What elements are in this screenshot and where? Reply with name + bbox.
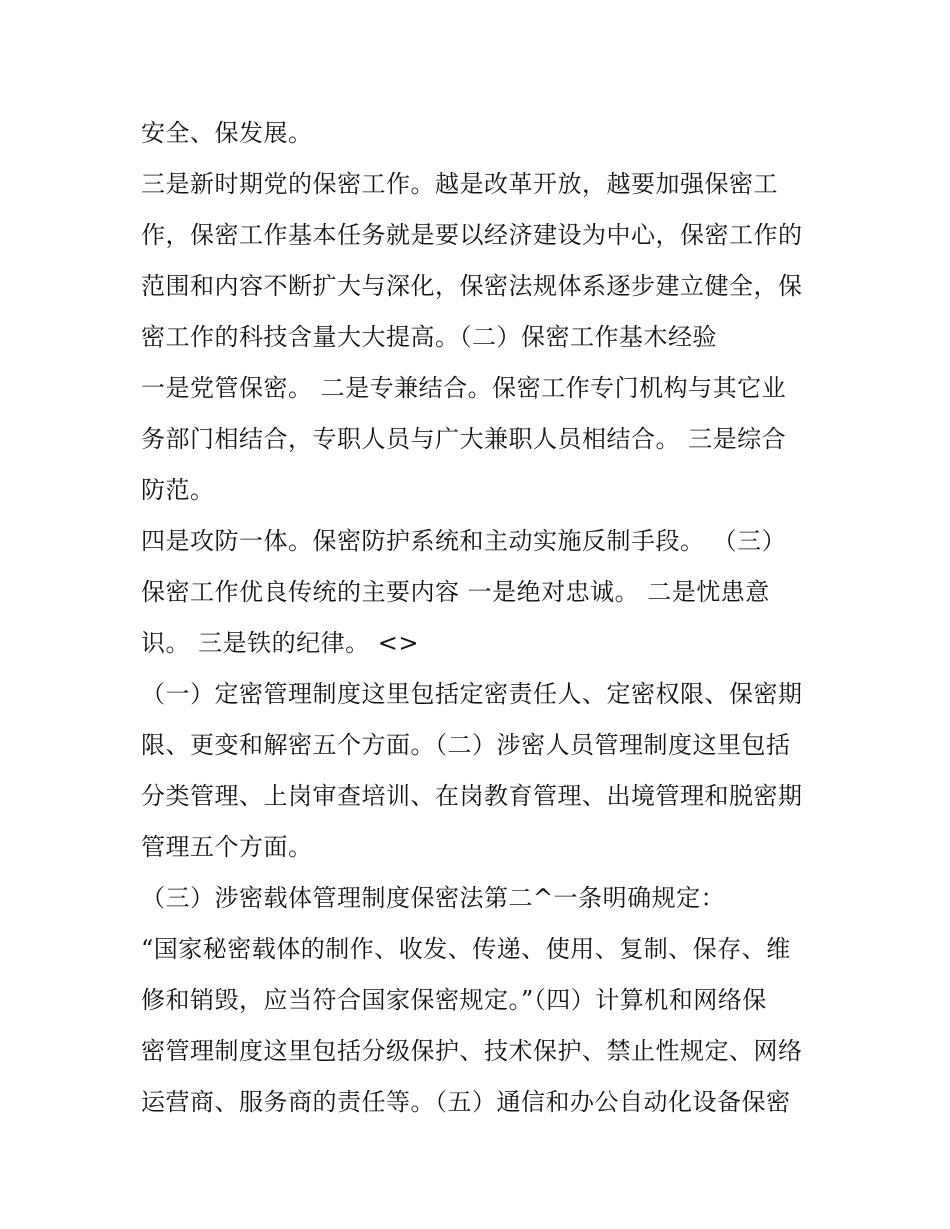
text-line: 四是攻防一体。保密防护系统和主动实施反制手段。 （三） — [141, 527, 787, 555]
text-line: 一是党管保密。 二是专兼结合。保密工作专门机构与其它业 — [141, 374, 787, 402]
text-line: 保密工作优良传统的主要内容 一是绝对忠诚。 二是忧患意 — [141, 578, 770, 606]
text-line: 安全、保发展。 — [141, 119, 313, 147]
text-line: 识。 三是铁的纪律。 <> — [141, 629, 419, 657]
text-line: 限、更变和解密五个方面。（二）涉密人员管理制度这里包括 — [141, 731, 791, 759]
text-line: 运营商、服务商的责任等。（五）通信和办公自动化设备保密 — [141, 1088, 791, 1116]
document-body — [141, 108, 821, 1128]
text-line: 修和销毁，应当符合国家保密规定。”（四）计算机和网络保 — [141, 986, 767, 1014]
text-line: 务部门相结合，专职人员与广大兼职人员相结合。 三是综合 — [141, 425, 787, 453]
text-line: “国家秘密载体的制作、收发、传递、使用、复制、保存、维 — [141, 935, 791, 963]
text-line: 管理五个方面。 — [141, 833, 313, 861]
text-line: 密工作的科技含量大大提高。（二）保密工作基木经验 — [141, 323, 717, 351]
text-line: 密管理制度这里包括分级保护、技术保护、禁止性规定、网络 — [141, 1037, 803, 1065]
text-line: （一）定密管理制度这里包括定密责任人、定密权限、保密期 — [141, 680, 803, 708]
text-line: 作，保密工作基本任务就是要以经济建设为中心，保密工作的 — [141, 221, 803, 249]
text-line: 三是新时期党的保密工作。越是改革开放，越要加强保密工 — [141, 170, 778, 198]
text-line: 分类管理、上岗审查培训、在岗教育管理、出境管理和脱密期 — [141, 782, 803, 810]
text-line: 防范。 — [141, 476, 215, 504]
text-line: 范围和内容不断扩大与深化，保密法规体系逐步建立健全，保 — [141, 272, 803, 300]
text-line: （三）涉密载体管理制度保密法第二^一条明确规定： — [141, 884, 726, 912]
